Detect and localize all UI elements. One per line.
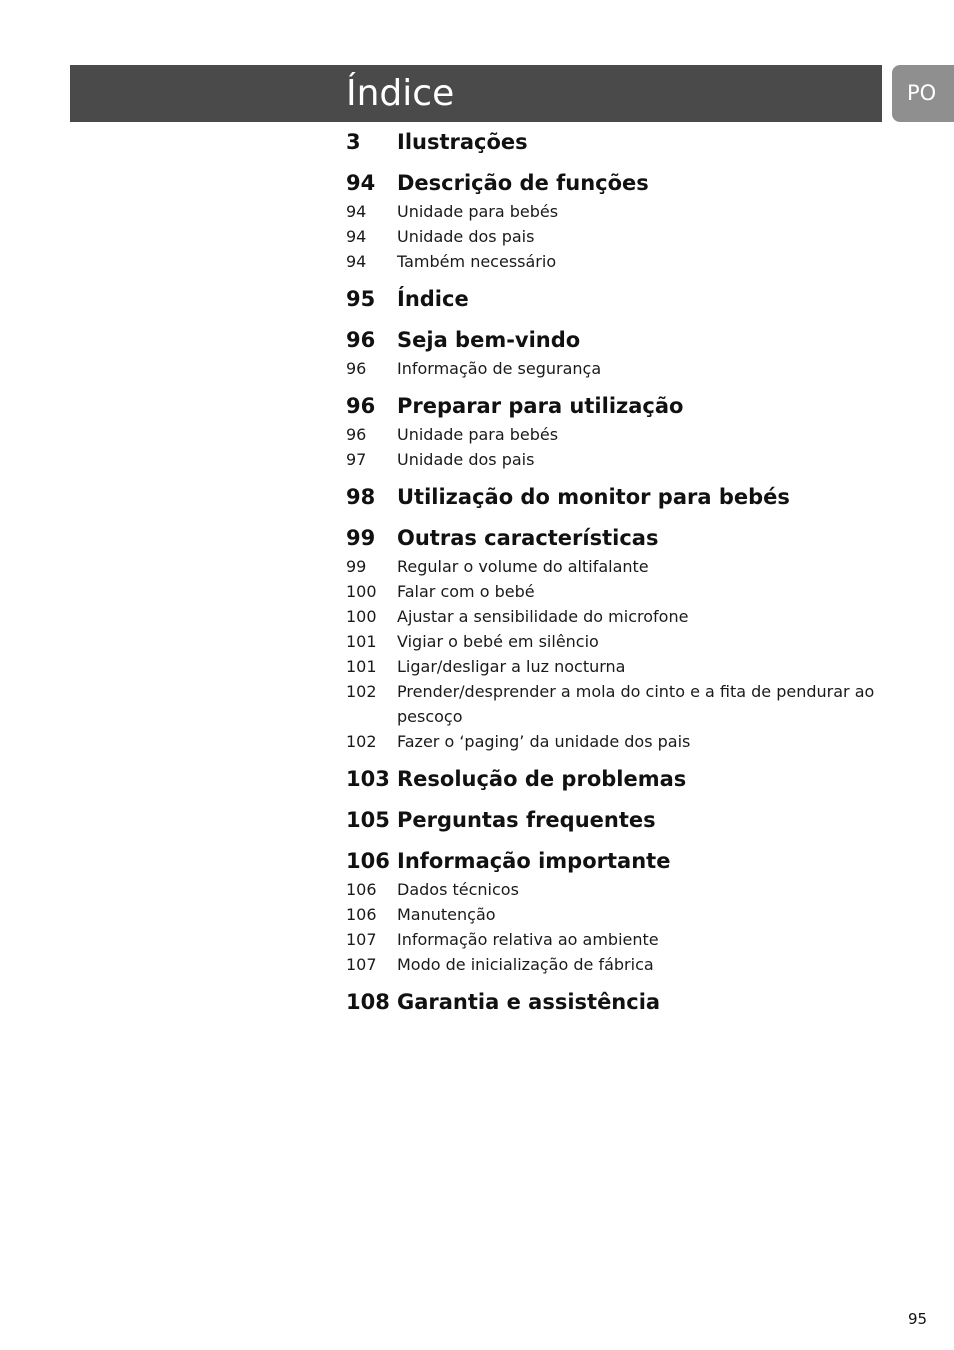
toc-entry	[346, 199, 886, 224]
toc-entry	[346, 679, 886, 729]
toc-section-heading	[346, 805, 886, 836]
toc-section-title: Índice	[397, 287, 469, 311]
toc-entry-page: 96	[346, 359, 367, 378]
toc-section-title: Resolução de problemas	[397, 767, 687, 791]
toc-entry-text: Informação de segurança	[397, 359, 602, 378]
toc-section-page: 98	[346, 485, 376, 509]
toc-entry-page: 94	[346, 202, 367, 221]
toc-entry-page: 106	[346, 880, 377, 899]
toc-entry	[346, 654, 886, 679]
toc-section-heading	[346, 523, 886, 554]
toc-entry-page: 99	[346, 557, 367, 576]
toc-section-heading	[346, 325, 886, 356]
toc-entry	[346, 729, 886, 754]
toc-section-heading	[346, 987, 886, 1018]
toc-entry-text: Ligar/desligar a luz nocturna	[397, 657, 626, 676]
toc-entry-text: Prender/desprender a mola do cinto e a fita de pendurar ao pescoço	[397, 682, 875, 726]
toc-section-heading	[346, 846, 886, 877]
toc-entry	[346, 604, 886, 629]
toc-section-heading	[346, 168, 886, 199]
toc-entry	[346, 952, 886, 977]
header-bar	[70, 65, 882, 122]
toc-entry-text: Vigiar o bebé em silêncio	[397, 632, 599, 651]
toc-entry-page: 107	[346, 955, 377, 974]
toc-entry	[346, 554, 886, 579]
toc-entry	[346, 224, 886, 249]
toc-section-heading	[346, 284, 886, 315]
toc-section-page: 105	[346, 808, 390, 832]
toc-section-heading	[346, 127, 886, 158]
toc-section-page: 106	[346, 849, 390, 873]
toc-entry-text: Fazer o ‘paging’ da unidade dos pais	[397, 732, 691, 751]
toc-entry-text: Falar com o bebé	[397, 582, 535, 601]
toc-section	[346, 482, 886, 513]
toc-section-title: Preparar para utilização	[397, 394, 684, 418]
toc-section-title: Utilização do monitor para bebés	[397, 485, 790, 509]
language-tab	[892, 65, 954, 122]
toc-section	[346, 805, 886, 836]
toc-section-page: 103	[346, 767, 390, 791]
page-number: 95	[908, 1310, 928, 1328]
toc-entry	[346, 927, 886, 952]
toc-entry	[346, 422, 886, 447]
toc-section	[346, 987, 886, 1018]
toc-section-title: Ilustrações	[397, 130, 528, 154]
toc-section	[346, 391, 886, 472]
toc-section	[346, 168, 886, 274]
table-of-contents	[346, 127, 886, 1028]
toc-section-title: Seja bem-vindo	[397, 328, 581, 352]
toc-section	[346, 846, 886, 977]
toc-section-heading	[346, 764, 886, 795]
toc-section	[346, 127, 886, 158]
toc-entry-page: 100	[346, 607, 377, 626]
toc-entry-page: 107	[346, 930, 377, 949]
toc-entry-text: Unidade dos pais	[397, 227, 535, 246]
toc-section	[346, 764, 886, 795]
toc-entry-text: Unidade dos pais	[397, 450, 535, 469]
toc-entry-page: 102	[346, 732, 377, 751]
toc-entry-page: 101	[346, 632, 377, 651]
toc-entry	[346, 249, 886, 274]
toc-section-title: Informação importante	[397, 849, 671, 873]
toc-section-heading	[346, 482, 886, 513]
toc-section-page: 99	[346, 526, 376, 550]
toc-section-page: 95	[346, 287, 376, 311]
toc-entry-text: Dados técnicos	[397, 880, 519, 899]
toc-entry-page: 94	[346, 252, 367, 271]
toc-section-title: Perguntas frequentes	[397, 808, 656, 832]
toc-entry	[346, 877, 886, 902]
toc-section-title: Descrição de funções	[397, 171, 649, 195]
toc-entry-text: Modo de inicialização de fábrica	[397, 955, 654, 974]
toc-section-page: 96	[346, 394, 376, 418]
toc-entry	[346, 447, 886, 472]
toc-entry-page: 94	[346, 227, 367, 246]
toc-section-heading	[346, 391, 886, 422]
toc-section-page: 96	[346, 328, 376, 352]
toc-entry-text: Também necessário	[397, 252, 557, 271]
toc-section-page: 3	[346, 130, 361, 154]
toc-entry-text: Unidade para bebés	[397, 425, 559, 444]
toc-section-page: 108	[346, 990, 390, 1014]
toc-entry-text: Ajustar a sensibilidade do microfone	[397, 607, 689, 626]
toc-section	[346, 284, 886, 315]
toc-entry	[346, 902, 886, 927]
toc-section	[346, 523, 886, 754]
toc-entry	[346, 629, 886, 654]
toc-entry-text: Manutenção	[397, 905, 496, 924]
toc-entry-page: 106	[346, 905, 377, 924]
toc-entry-page: 100	[346, 582, 377, 601]
toc-entry-text: Unidade para bebés	[397, 202, 559, 221]
toc-entry-page: 101	[346, 657, 377, 676]
toc-entry	[346, 579, 886, 604]
toc-section-title: Garantia e assistência	[397, 990, 661, 1014]
toc-entry-text: Regular o volume do altifalante	[397, 557, 649, 576]
toc-entry-page: 96	[346, 425, 367, 444]
toc-entry	[346, 356, 886, 381]
toc-section-title: Outras características	[397, 526, 659, 550]
toc-section-page: 94	[346, 171, 376, 195]
language-tab-label: PO	[907, 81, 937, 105]
page-title: Índice	[346, 73, 455, 114]
toc-section	[346, 325, 886, 381]
toc-entry-page: 102	[346, 682, 377, 701]
toc-entry-page: 97	[346, 450, 367, 469]
toc-entry-text: Informação relativa ao ambiente	[397, 930, 659, 949]
